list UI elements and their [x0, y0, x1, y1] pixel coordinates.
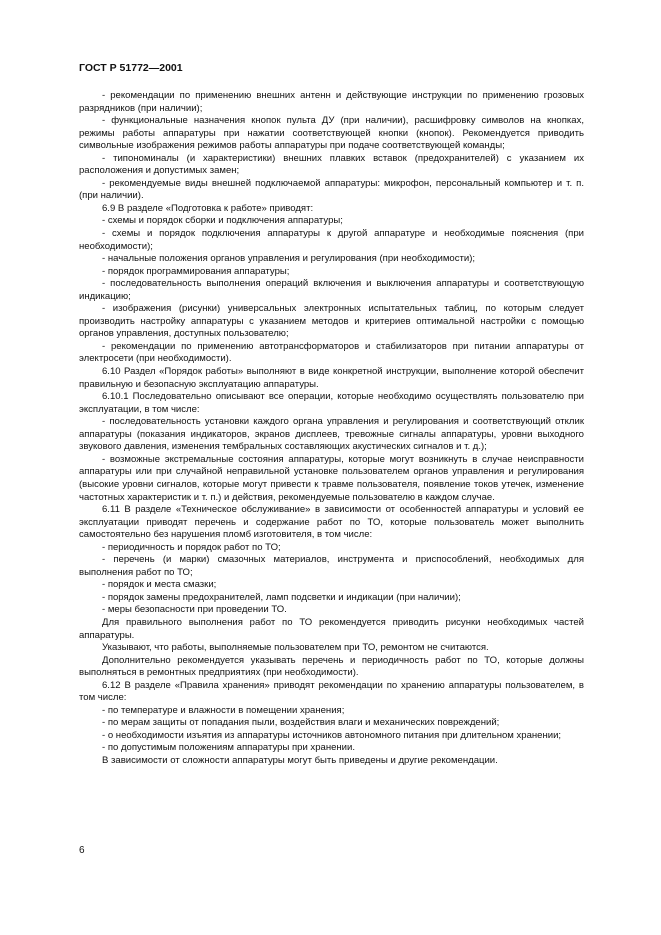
- paragraph: - последовательность выполнения операций включения и выключения аппаратуры и соответствующую индикацию;: [79, 278, 584, 302]
- paragraph: - периодичность и порядок работ по ТО;: [102, 541, 281, 553]
- paragraph: - меры безопасности при проведении ТО.: [102, 604, 287, 616]
- paragraph: - по допустимым положениям аппаратуры при хранении.: [102, 742, 356, 754]
- paragraph: - по мерам защиты от попадания пыли, воздействия влаги и механических повреждений;: [102, 717, 500, 729]
- paragraph: - схемы и порядок сборки и подключения аппаратуры;: [102, 215, 343, 227]
- paragraph: - о необходимости изъятия из аппаратуры источников автономного питания при длительном хранении;: [102, 729, 562, 741]
- page-number: 6: [79, 845, 85, 856]
- paragraph: - по температуре и влажности в помещении хранения;: [102, 704, 345, 716]
- paragraph: - функциональные назначения кнопок пульта ДУ (при наличии), расшифровку символов на кнопках, режимы работы аппаратуры при нажатии соответствующей кнопки (кнопок). Рекомендуется приводить символьные изображения режимов работы аппаратуры при подаче соответствующей команды;: [79, 115, 584, 152]
- paragraph: - рекомендации по применению внешних антенн и действующие инструкции по применению грозовых разрядников (при наличии);: [79, 90, 584, 114]
- paragraph: - изображения (рисунки) универсальных электронных испытательных таблиц, по которым следует производить настройку аппаратуры с указанием методов и критериев оптимальной настройки с помощью органов управления, доступных пользователю;: [79, 303, 584, 340]
- paragraph: Дополнительно рекомендуется указывать перечень и периодичность работ по ТО, которые должны выполняться в ремонтных предприятиях (при необходимости).: [79, 654, 584, 679]
- paragraph: Указывают, что работы, выполняемые пользователем при ТО, ремонтом не считаются.: [102, 642, 489, 654]
- paragraph: - порядок и места смазки;: [102, 579, 217, 591]
- standard-title: ГОСТ Р 51772—2001: [79, 62, 183, 74]
- paragraph: - рекомендации по применению автотрансформаторов и стабилизаторов при питании аппаратуры от электросети (при необходимости).: [79, 340, 584, 365]
- paragraph: - типономиналы (и характеристики) внешних плавких вставок (предохранителей) с указанием их расположения и допустимых замен;: [79, 152, 584, 177]
- paragraph: - последовательность установки каждого органа управления и регулирования и соответствующий отклик аппаратуры (показания индикаторов, экранов дисплеев, тревожные сигналы аппаратуры, уровни выходного звукового давления, изменения тембральных составляющих акустических сигналов и т. д.);: [79, 416, 584, 453]
- paragraph: 6.11 В разделе «Техническое обслуживание» в зависимости от особенностей аппаратуры и условий ее эксплуатации приводят перечень и содержание работ по ТО, которые пользователь может выполнить самостоятельно без нарушения пломб изготовителя, в том числе:: [79, 504, 584, 541]
- paragraph: - порядок замены предохранителей, ламп подсветки и индикации (при наличии);: [102, 591, 461, 603]
- paragraph: - порядок программирования аппаратуры;: [102, 265, 290, 277]
- paragraph: Для правильного выполнения работ по ТО рекомендуется приводить рисунки необходимых частей аппаратуры.: [79, 616, 584, 641]
- document-body: [79, 90, 584, 768]
- paragraph: 6.9 В разделе «Подготовка к работе» приводят:: [102, 202, 314, 214]
- paragraph: - начальные положения органов управления и регулирования (при необходимости);: [102, 253, 476, 265]
- paragraph: 6.12 В разделе «Правила хранения» приводят рекомендации по хранению аппаратуры пользователем, в том числе:: [79, 679, 584, 704]
- paragraph: В зависимости от сложности аппаратуры могут быть приведены и другие рекомендации.: [102, 754, 498, 766]
- paragraph: 6.10 Раздел «Порядок работы» выполняют в виде конкретной инструкции, выполнение которой обеспечит правильную и безопасную эксплуатацию аппаратуры.: [79, 366, 584, 390]
- paragraph: - схемы и порядок подключения аппаратуры к другой аппаратуре и необходимые пояснения (при необходимости);: [79, 228, 584, 252]
- paragraph: - рекомендуемые виды внешней подключаемой аппаратуры: микрофон, персональный компьютер и т. п. (при наличии).: [79, 177, 584, 202]
- paragraph: - перечень (и марки) смазочных материалов, инструмента и приспособлений, необходимых для выполнения работ по ТО;: [79, 554, 584, 578]
- paragraph: 6.10.1 Последовательно описывают все операции, которые необходимо осуществлять пользователю при эксплуатации, в том числе:: [79, 391, 584, 415]
- paragraph: - возможные экстремальные состояния аппаратуры, которые могут возникнуть в случае неисправности аппаратуры или при случайной неправильной установке пользователем органов управления и регулирования (высокие уровни сигналов, которые могут привести к травме пользователя, появление токов утечек, изменение частотных характеристик и т. п.) и действия, рекомендуемые пользователю в каждом случае.: [79, 453, 584, 503]
